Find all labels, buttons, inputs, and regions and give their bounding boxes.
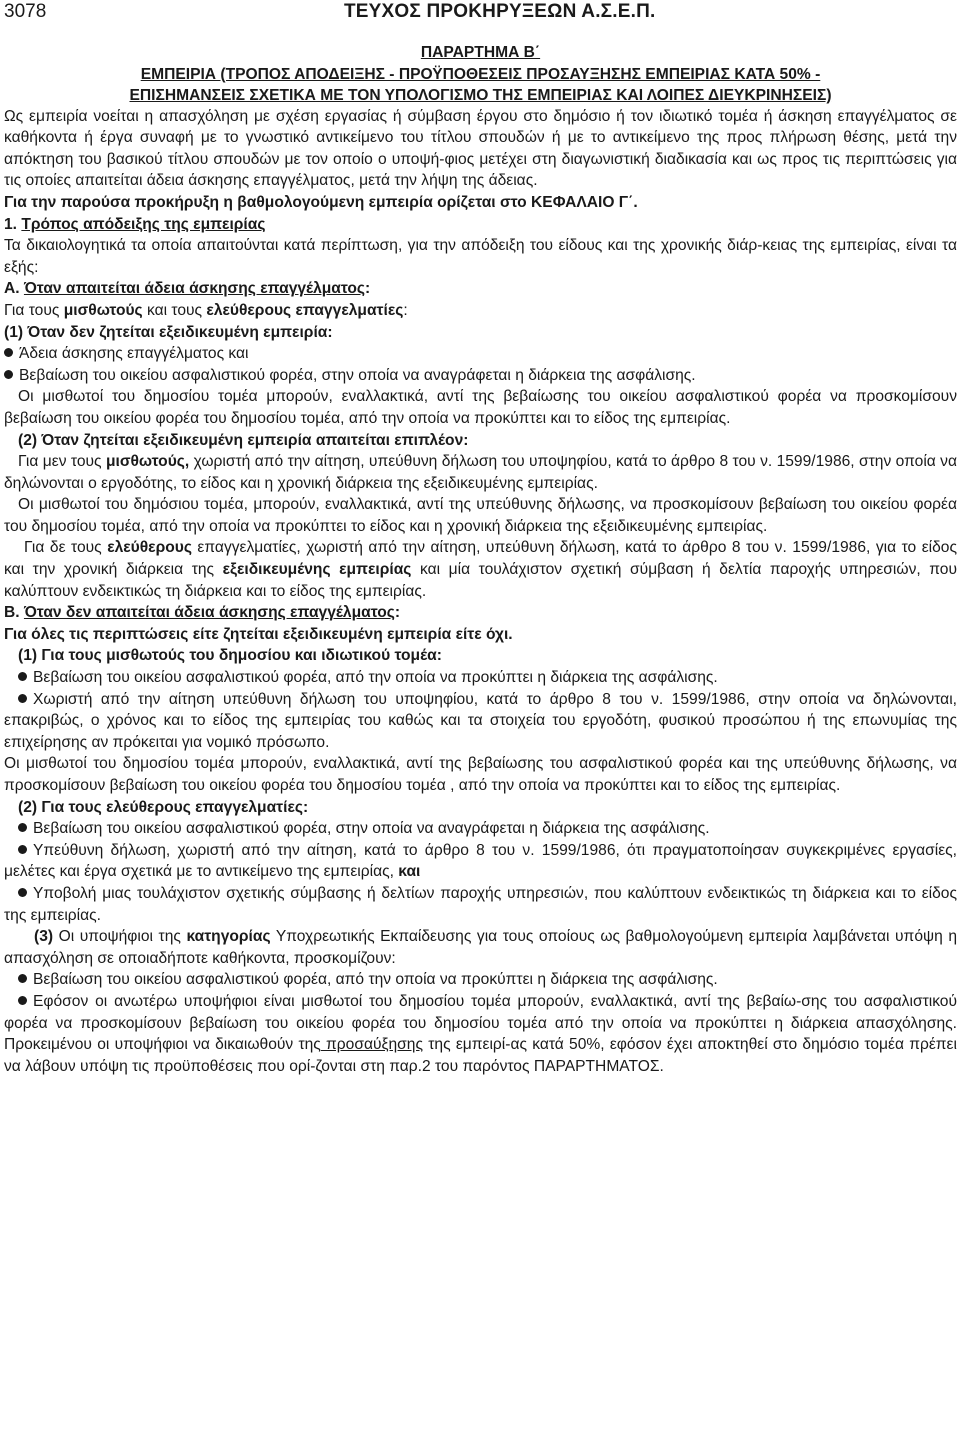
category-term: κατηγορίας <box>186 928 271 946</box>
document-body <box>4 42 957 1077</box>
list-item <box>4 991 957 1077</box>
bullet-icon <box>18 888 27 897</box>
text-span: Υποχρεωτικής Εκπαίδευσης για τους οποίους ως βαθμολογούμενη εμπειρία λαμβάνεται υπόψη η απασχόληση σε οποιαδήποτε καθήκοντα, προσκομίζουν: <box>4 928 957 967</box>
freelancers-term: ελεύθερους <box>107 539 192 557</box>
partB-case2-heading: (2) Για τους ελεύθερους επαγγελματίες: <box>18 798 309 816</box>
partA-case2-public: Οι μισθωτοί του δημόσιου τομέα, μπορούν, εναλλακτικά, αντί της υπεύθυνης δήλωσης, να προσκομίσουν βεβαίωση του οικείου φορέα του δημοσίου τομέα, από την οποία να προκύπτει το είδος και η χρονική διάρκεια της εξειδικευμένης εμπειρίας. <box>4 496 957 535</box>
text-span: και τους <box>142 301 207 319</box>
list-item-text: Χωριστή από την αίτηση υπεύθυνη δήλωση του υποψηφίου, κατά το άρθρο 8 του ν. 1599/1986, στην οποία να δηλώνονται, επακριβώς, ο χρόνος και το είδος της εμπειρίας του καθώς και τα στοιχεία του εργοδότη, φυσικού προσώπου ή της επωνυμίας της επιχείρησης αν πρόκειται για νομικό πρόσωπο. <box>4 690 957 751</box>
bullet-icon <box>18 845 27 854</box>
partA-case2-freelancers <box>4 537 957 602</box>
annex-subtitle-line1: ΕΜΠΕΙΡΙΑ (ΤΡΟΠΟΣ ΑΠΟΔΕΙΞΗΣ - ΠΡΟΫΠΟΘΕΣΕΙΣ ΠΡΟΣΑΥΞΗΣΗΣ ΕΜΠΕΙΡΙΑΣ ΚΑΤΑ 50% - <box>140 65 821 83</box>
text-span: Οι υποψήφιοι της <box>53 928 187 946</box>
bullet-icon <box>18 996 27 1005</box>
bullet-icon <box>18 823 27 832</box>
text-span: και μία τουλάχιστον σχετική σύμβαση ή δελτία παροχής υπηρεσιών, που καλύπτουν ενδεικτικώς τη διάρκεια και το είδος της εμπειρίας. <box>4 561 957 600</box>
annex-title: ΠΑΡΑΡΤΗΜΑ Β΄ <box>420 44 541 61</box>
text-span: : <box>403 301 408 319</box>
list-item <box>4 365 957 387</box>
partA-case1-heading <box>4 322 957 344</box>
page-number: 3078 <box>4 1 47 22</box>
bullet-icon <box>18 672 27 681</box>
partA-case2-heading: (2) Όταν ζητείται εξειδικευμένη εμπειρία απαιτείται επιπλέον: <box>18 431 469 449</box>
list-item-text: Βεβαίωση του οικείου ασφαλιστικού φορέα, από την οποία να προκύπτει η διάρκεια της ασφάλισης. <box>33 971 718 989</box>
section1-text: Τα δικαιολογητικά τα οποία απαιτούνται κατά περίπτωση, για την απόδειξη του είδους και της χρονικής διάρ-κειας της εμπειρίας, είναι τα εξής: <box>4 237 957 276</box>
list-item-text: Βεβαίωση του οικείου ασφαλιστικού φορέα, από την οποία να προκύπτει η διάρκεια της ασφάλισης. <box>33 669 718 687</box>
freelancers-term: ελεύθερους επαγγελματίες <box>206 301 404 319</box>
case3-number: (3) <box>34 928 54 946</box>
list-item <box>4 818 957 840</box>
partA-case2-employees <box>4 451 957 494</box>
scoring-note: Για την παρούσα προκήρυξη η βαθμολογούμενη εμπειρία ορίζεται στο ΚΕΦΑΛΑΙΟ Γ΄. <box>4 193 638 211</box>
partA-case1-public: Οι μισθωτοί του δημοσίου τομέα μπορούν, εναλλακτικά, αντί της βεβαίωσης του οικείου ασφαλιστικού φορέα να προσκομίσουν βεβαίωση του οικείου φορέα του δημοσίου τομέα, από την οποία να προκύπτει και το είδος της εμπειρίας. <box>4 388 957 427</box>
list-item <box>4 689 957 754</box>
partB-title: Όταν δεν απαιτείται άδεια άσκησης επαγγέλματος <box>23 604 395 622</box>
partB-colon: : <box>394 604 401 622</box>
list-item <box>4 667 957 689</box>
page-header <box>0 0 960 26</box>
bullet-icon <box>18 974 27 983</box>
bullet-icon <box>18 694 27 703</box>
bullet-icon <box>4 348 13 357</box>
text-span: : <box>327 323 333 341</box>
text-span: χωριστή από την αίτηση, υπεύθυνη δήλωση του υποψηφίου, κατά το άρθρο 8 του ν. 1599/1986, στην οποία να δηλώνονται ο εργοδότης, το είδος και η χρονική διάρκεια της εξειδικευμένης εμπειρίας. <box>4 453 957 492</box>
list-item-text: Άδεια άσκησης επαγγέλματος και <box>19 345 249 363</box>
text-span: Για μεν τους <box>18 453 106 471</box>
text-span: της εμπειρί-ας κατά 50%, εφόσον έχει αποκτηθεί στο δημόσιο τομέα πρέπει να λάβουν υπόψη τις προϋποθέσεις που ορί-ζονται στη παρ.2 του παρόντος ΠΑΡΑΡΤΗΜΑΤΟΣ. <box>4 1036 957 1075</box>
partB-all-cases: Για όλες τις περιπτώσεις είτε ζητείται εξειδικευμένη εμπειρία είτε όχι. <box>4 625 513 643</box>
list-item-text: Υπεύθυνη δήλωση, χωριστή από την αίτηση, κατά το άρθρο 8 του ν. 1599/1986, ότι πραγματοποίησαν συγκεκριμένες εργασίες, μελέτες και έργα σχετικά με το αντικείμενο της εμπειρίας, <box>4 841 957 881</box>
partA-letter: Α. <box>4 280 20 298</box>
list-item <box>4 840 957 883</box>
annex-subtitle-line2: ΕΠΙΣΗΜΑΝΣΕΙΣ ΣΧΕΤΙΚΑ ΜΕ ΤΟΝ ΥΠΟΛΟΓΙΣΜΟ ΤΗΣ ΕΜΠΕΙΡΙΑΣ ΚΑΙ ΛΟΙΠΕΣ ΔΙΕΥΚΡΙΝΗΣΕΙΣ) <box>129 86 832 104</box>
partB-case3-intro <box>4 926 957 969</box>
section1-number: 1. <box>4 215 18 233</box>
list-item-text: Υποβολή μιας τουλάχιστον σχετικής σύμβασης ή δελτίων παροχής υπηρεσιών, που καλύπτουν ενδεικτικώς τη διάρκεια και το είδος της εμπειρίας. <box>4 884 957 924</box>
text-span: Για δε τους <box>24 539 108 557</box>
specialized-experience-term: εξειδικευμένης εμπειρίας <box>222 561 412 579</box>
issue-title: ΤΕΥΧΟΣ ΠΡΟΚΗΡΥΞΕΩΝ Α.Σ.Ε.Π. <box>344 1 656 22</box>
partB-letter: Β. <box>4 604 20 622</box>
partA-title: Όταν απαιτείται άδεια άσκησης επαγγέλματος <box>23 280 366 298</box>
section1-heading <box>4 214 957 236</box>
partA-colon: : <box>365 280 371 298</box>
text-span: και <box>398 863 421 881</box>
list-item <box>4 343 957 365</box>
employees-term: μισθωτούς <box>63 301 143 319</box>
partB-case1-public: Οι μισθωτοί του δημοσίου τομέα μπορούν, εναλλακτικά, αντί της βεβαίωσης του ασφαλιστικού φορέα και της υπεύθυνης δήλωσης, να προσκομίσουν βεβαίωση του οικείου φορέα του δημοσίου τομέα , από την οποία να προκύπτει και το είδος της εμπειρίας. <box>4 755 957 794</box>
bullet-icon <box>4 370 13 379</box>
text-span: επαγγελματίες, χωριστή από την αίτηση, υπεύθυνη δήλωση, κατά το άρθρο 8 του ν. 1599/1986, για το είδος και την χρονική διάρκεια της <box>4 539 957 579</box>
partA-case1-title: (1) Όταν δεν ζητείται εξειδικευμένη εμπειρία <box>4 323 328 341</box>
partB-heading <box>4 602 957 624</box>
section1-title: Τρόπος απόδειξης της εμπειρίας <box>21 215 266 233</box>
employees-term: μισθωτούς, <box>105 453 190 471</box>
partA-heading <box>4 278 957 300</box>
partA-audience <box>4 300 957 322</box>
partB-case1-heading: (1) Για τους μισθωτούς του δημοσίου και ιδιωτικού τομέα: <box>18 647 442 665</box>
experience-definition: Ως εμπειρία νοείται η απασχόληση με σχέση εργασίας ή σύμβαση έργου στο δημόσιο ή τον ιδιωτικό τομέα ή άσκηση επαγγέλματος σε καθήκοντα ή έργα συναφή με το γνωστικό αντικείμενο του τίτλου σπουδών ή με το αντικείμενο της προς πλήρωση θέσης, μετά την απόκτηση του βασικού τίτλου σπουδών με τον οποίο ο υποψή-φιος μετέχει στη διαγωνιστική διαδικασία και ως προς τις περιπτώσεις για τις οποίες απαιτείται άδεια άσκησης επαγγέλματος, μετά την λήψη της άδειας. <box>4 107 957 190</box>
list-item <box>4 969 957 991</box>
list-item-text: Εφόσον οι ανωτέρω υποψήφιοι είναι μισθωτοί του δημοσίου τομέα μπορούν, εναλλακτικά, αντί της βεβαίω-σης του ασφαλιστικού φορέα να προσκομίσουν βεβαίωση του οικείου φορέα του δημοσίου τομέα από την οποία να προκύπτει η διάρκεια απασχόλησης. Προκειμένου οι υποψήφιοι να δικαιωθούν της <box>4 992 957 1054</box>
text-span: Για τους <box>4 301 64 319</box>
list-item-text: Βεβαίωση του οικείου ασφαλιστικού φορέα, στην οποία να αναγράφεται η διάρκεια της ασφάλισης. <box>33 820 710 838</box>
list-item-text: Βεβαίωση του οικείου ασφαλιστικού φορέα, στην οποία να αναγράφεται η διάρκεια της ασφάλισης. <box>19 366 696 384</box>
increase-term: προσαύξησης <box>320 1036 423 1054</box>
list-item <box>4 883 957 926</box>
